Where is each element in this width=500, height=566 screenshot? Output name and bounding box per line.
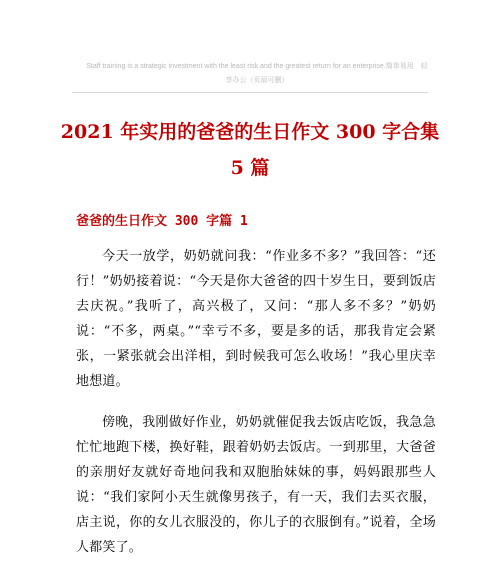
header-note-line-2: 享办公（页眉可删） [225,77,289,84]
header-note-line-1: Staff training is a strategic investment with the least risk and the greatest return for an enterprise.简单易用 轻 [86,63,428,70]
paragraph-1: 今天一放学，奶奶就问我：“作业多不多？”我回答：“还行！”奶奶接着说：“今天是你大爸爸的四十岁生日，要到饭店去庆祝。”我听了，高兴极了，又问：“那人多不多？”奶奶说：“不多，两桌。”“幸亏不多，要是多的话，那我肯定会紧张，一紧张就会出洋相，到时候我可怎么收场！”我心里庆幸地想道。 [76,249,436,389]
header-divider [72,92,428,93]
section-heading: 爸爸的生日作文 300 字篇 1 [76,214,248,229]
header-note [82,60,432,88]
paragraph-2: 傍晚，我刚做好作业，奶奶就催促我去饭店吃饭，我急急忙忙地跑下楼，换好鞋，跟着奶奶去饭店。一到那里，大爸爸的亲朋好友就好奇地问我和双胞胎妹妹的事，妈妈跟那些人说：“我们家阿小天生就像男孩子，有一天，我们去买衣服，店主说，你的女儿衣服没的，你儿子的衣服倒有。”说着，全场人都笑了。 [76,415,436,555]
document-body [76,244,436,566]
document-title: 2021 年实用的爸爸的生日作文 300 字合集 5 篇 [60,121,440,179]
